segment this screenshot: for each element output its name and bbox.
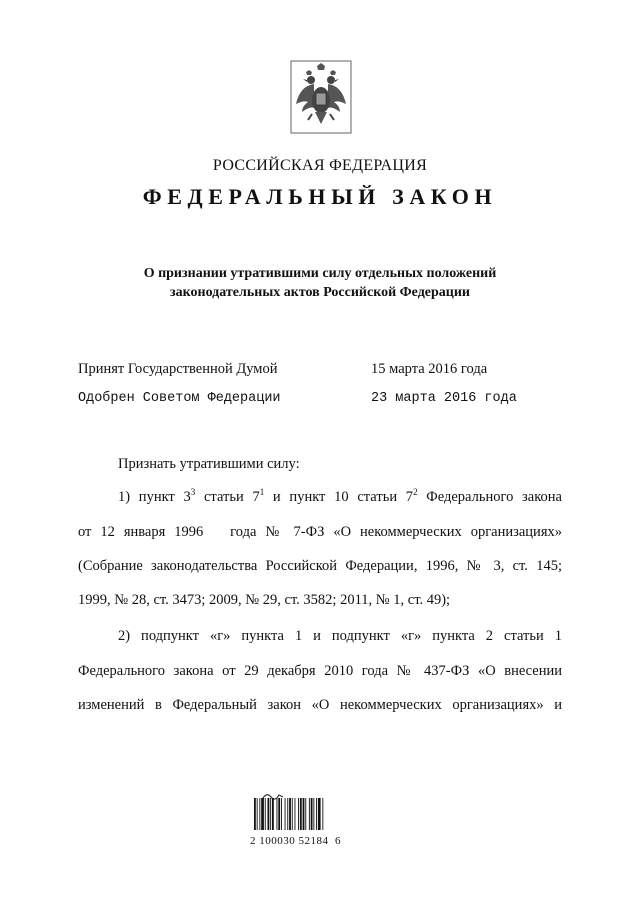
barcode-bar: [254, 798, 256, 830]
barcode-bar: [268, 798, 270, 830]
barcode-bar: [259, 798, 260, 830]
item-1-part-d: Федерального закона: [417, 489, 562, 505]
law-title-line-2: законодательных актов Российской Федерации: [170, 285, 470, 300]
council-date: 23 марта 2016 года: [371, 391, 517, 406]
double-headed-eagle-icon: [290, 60, 352, 134]
barcode-bar: [309, 798, 310, 830]
item-1-sup-1: 3: [190, 487, 196, 498]
item-2-line-2: Федерального закона от 29 декабря 2010 года № 437-ФЗ «О внесении: [78, 663, 562, 679]
council-label: Одобрен Советом Федерации: [78, 391, 281, 406]
item-1-line-4: 1999, № 28, ст. 3473; 2009, № 29, ст. 3582; 2011, № 1, ст. 49);: [78, 592, 451, 608]
barcode-bar: [287, 798, 288, 830]
barcode-bar: [278, 798, 280, 830]
barcode-bar: [270, 798, 271, 830]
barcode-bar: [292, 798, 293, 830]
barcode-bar: [272, 798, 274, 830]
barcode-bar: [285, 798, 286, 830]
item-1-line-3: (Собрание законодательства Российской Федерации, 1996, № 3, ст. 145;: [78, 558, 562, 574]
barcode-bar: [257, 798, 258, 830]
law-title: [0, 264, 640, 302]
document-type: ФЕДЕРАЛЬНЫЙ ЗАКОН: [142, 184, 498, 209]
barcode-bar: [305, 798, 306, 830]
barcode-bar: [316, 798, 317, 830]
barcode-bar: [289, 798, 291, 830]
barcode-bar: [313, 798, 314, 830]
barcode-bar: [311, 798, 313, 830]
barcode-bars: [250, 790, 350, 832]
item-2-line-3: изменений в Федеральный закон «О некоммерческих организациях» и: [78, 697, 562, 713]
barcode-bar: [318, 798, 321, 830]
barcode-bar: [265, 798, 266, 830]
barcode-bar: [281, 798, 282, 830]
barcode-bar: [261, 798, 264, 830]
barcode-bar: [300, 798, 302, 830]
item-1-sup-3: 2: [413, 487, 418, 498]
barcode-number: 2 100030 52184 6: [250, 835, 341, 847]
law-title-line-1: О признании утратившими силу отдельных положений: [143, 266, 497, 281]
item-2-line-1: 2) подпункт «г» пункта 1 и подпункт «г» пункта 2 статьи 1: [118, 628, 562, 644]
barcode-bar: [277, 798, 278, 830]
item-1-part-b: статьи 7: [195, 489, 260, 505]
item-1-part-a: 1) пункт 3: [118, 489, 191, 505]
item-1-part-c: и пункт 10 статьи 7: [264, 489, 414, 505]
item-1-sup-2: 1: [259, 487, 265, 498]
duma-date: 15 марта 2016 года: [371, 361, 488, 377]
barcode-bar: [298, 798, 299, 830]
barcode-bar: [303, 798, 305, 830]
item-1-line-1: [118, 489, 562, 506]
duma-label: Принят Государственной Думой: [78, 361, 278, 377]
barcode-bar: [295, 798, 296, 830]
country-name: РОССИЙСКАЯ ФЕДЕРАЦИЯ: [212, 157, 428, 174]
barcode-bar: [322, 798, 323, 830]
item-1-line-2: от 12 января 1996 года № 7-ФЗ «О некоммерческих организациях»: [78, 524, 562, 540]
state-emblem: [290, 60, 352, 134]
body-intro: Признать утратившими силу:: [118, 456, 300, 472]
